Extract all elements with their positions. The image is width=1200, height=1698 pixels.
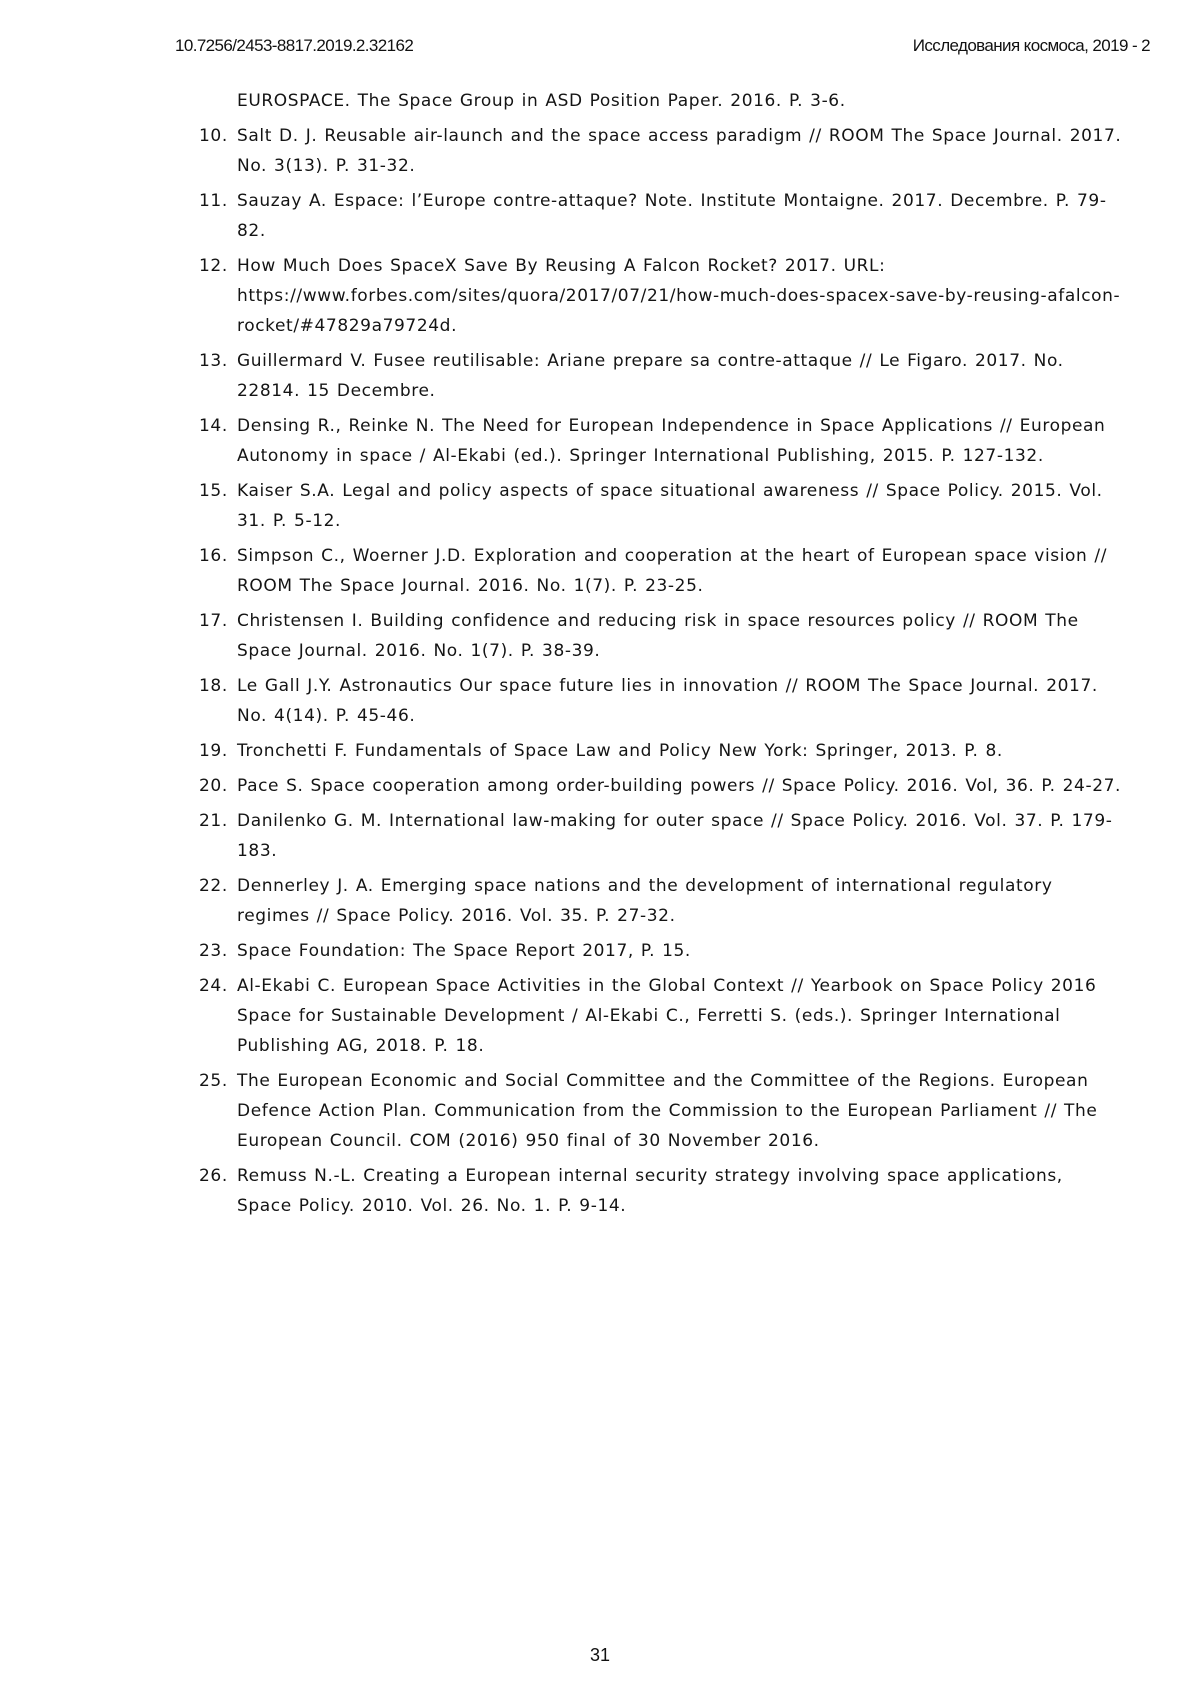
reference-text: Al-Ekabi C. European Space Activities in the Global Context // Yearbook on Space Policy 2016 Space for Sustainable Development / Al-Ekabi C., Ferretti S. (eds.). Springer International Publishing AG, 2018. P. 18. [237, 976, 1097, 1056]
reference-text: Space Foundation: The Space Report 2017, P. 15. [237, 941, 691, 961]
reference-item [199, 186, 1124, 246]
reference-text: Salt D. J. Reusable air-launch and the space access paradigm // ROOM The Space Journal. 2017. No. 3(13). P. 31-32. [237, 126, 1122, 176]
reference-item [199, 806, 1124, 866]
reference-number: 23. [199, 941, 228, 961]
reference-number: 24. [199, 976, 228, 996]
reference-item [199, 541, 1124, 601]
reference-text: Guillermard V. Fusee reutilisable: Ariane prepare sa contre-attaque // Le Figaro. 2017. No. 22814. 15 Decembre. [237, 351, 1064, 401]
reference-item [199, 346, 1124, 406]
page-header [175, 36, 1150, 62]
reference-text: Dennerley J. A. Emerging space nations and the development of international regulatory regimes // Space Policy. 2016. Vol. 35. P. 27-32. [237, 876, 1053, 926]
reference-item [199, 671, 1124, 731]
reference-text: Kaiser S.A. Legal and policy aspects of space situational awareness // Space Policy. 2015. Vol. 31. P. 5-12. [237, 481, 1103, 531]
reference-item [199, 251, 1124, 341]
reference-item [199, 476, 1124, 536]
reference-number: 22. [199, 876, 228, 896]
reference-item [199, 1066, 1124, 1156]
reference-number: 15. [199, 481, 228, 501]
reference-text: Densing R., Reinke N. The Need for European Independence in Space Applications // European Autonomy in space / Al-Ekabi (ed.). Springer International Publishing, 2015. P. 127-132. [237, 416, 1106, 466]
reference-item [199, 1161, 1124, 1221]
reference-text: Remuss N.-L. Creating a European internal security strategy involving space applications, Space Policy. 2010. Vol. 26. No. 1. P. 9-14. [237, 1166, 1063, 1216]
reference-text: EUROSPACE. The Space Group in ASD Position Paper. 2016. P. 3-6. [237, 91, 846, 111]
reference-item [199, 771, 1124, 801]
page-number: 31 [589, 1645, 611, 1665]
reference-number: 12. [199, 256, 228, 276]
reference-text: Christensen I. Building confidence and reducing risk in space resources policy // ROOM The Space Journal. 2016. No. 1(7). P. 38-39. [237, 611, 1079, 661]
reference-text: How Much Does SpaceX Save By Reusing A Falcon Rocket? 2017. URL: https://www.forbes.com/sites/quora/2017/07/21/how-much-does-spacex-save-by-reusing-afalcon-rocket/#47829a79724d. [237, 256, 1121, 336]
reference-text: Le Gall J.Y. Astronautics Our space future lies in innovation // ROOM The Space Journal. 2017. No. 4(14). P. 45-46. [237, 676, 1098, 726]
reference-item [199, 936, 1124, 966]
reference-number: 10. [199, 126, 228, 146]
reference-text: Tronchetti F. Fundamentals of Space Law and Policy New York: Springer, 2013. P. 8. [237, 741, 1003, 761]
reference-item [199, 411, 1124, 471]
reference-text: The European Economic and Social Committee and the Committee of the Regions. European Defence Action Plan. Communication from the Commission to the European Parliament // The European Council. COM (2016) 950 final of 30 November 2016. [237, 1071, 1098, 1151]
reference-text: Sauzay A. Espace: l’Europe contre-attaque? Note. Institute Montaigne. 2017. Decembre. P. 79-82. [237, 191, 1107, 241]
reference-number: 17. [199, 611, 228, 631]
reference-item [199, 736, 1124, 766]
reference-list [199, 86, 1124, 1226]
reference-number: 16. [199, 546, 228, 566]
reference-number: 13. [199, 351, 228, 371]
reference-item [199, 606, 1124, 666]
reference-number: 21. [199, 811, 228, 831]
doi-label: 10.7256/2453-8817.2019.2.32162 [175, 36, 414, 55]
reference-number: 19. [199, 741, 228, 761]
reference-item [199, 871, 1124, 931]
reference-number: 20. [199, 776, 228, 796]
journal-title: Исследования космоса, 2019 - 2 [912, 36, 1150, 55]
reference-number: 18. [199, 676, 228, 696]
reference-continuation [199, 86, 1124, 116]
reference-number: 25. [199, 1071, 228, 1091]
reference-item [199, 971, 1124, 1061]
reference-number: 14. [199, 416, 228, 436]
reference-number: 11. [199, 191, 228, 211]
reference-text: Simpson C., Woerner J.D. Exploration and cooperation at the heart of European space vision // ROOM The Space Journal. 2016. No. 1(7). P. 23-25. [237, 546, 1108, 596]
reference-text: Pace S. Space cooperation among order-building powers // Space Policy. 2016. Vol, 36. P. 24-27. [237, 776, 1122, 796]
reference-item [199, 121, 1124, 181]
reference-text: Danilenko G. M. International law-making for outer space // Space Policy. 2016. Vol. 37. P. 179-183. [237, 811, 1113, 861]
reference-number: 26. [199, 1166, 228, 1186]
